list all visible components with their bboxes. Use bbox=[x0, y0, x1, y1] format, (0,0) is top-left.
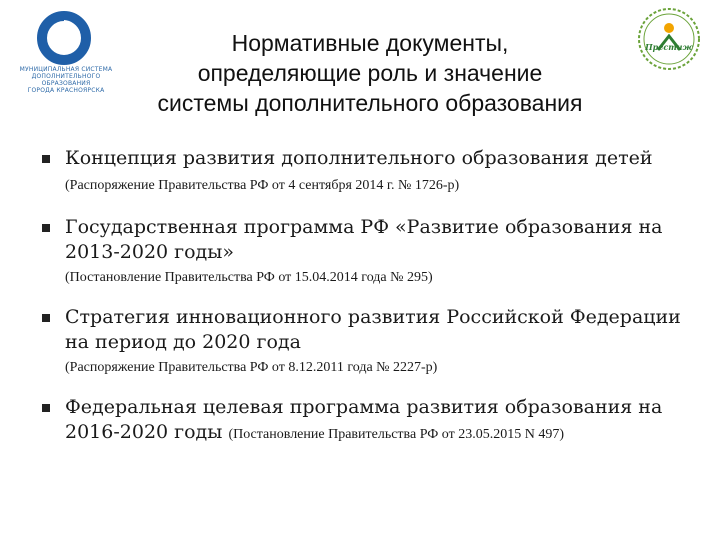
item-sub-note: (Распоряжение Правительства РФ от 8.12.2011 года № 2227-р) bbox=[65, 360, 438, 375]
bullet-icon bbox=[42, 155, 50, 163]
list-item bbox=[40, 215, 700, 288]
bullet-icon bbox=[42, 314, 50, 322]
bullet-icon bbox=[42, 224, 50, 232]
logo-caption-line: ДОПОЛНИТЕЛЬНОГО ОБРАЗОВАНИЯ bbox=[31, 73, 101, 87]
title-line: определяющие роль и значение bbox=[197, 60, 543, 86]
logo-caption-line: ГОРОДА КРАСНОЯРСКА bbox=[27, 87, 105, 94]
list-item bbox=[40, 305, 700, 378]
item-title: Государственная программа РФ «Развитие образования на 2013-2020 годы» bbox=[65, 216, 663, 263]
logo-caption-line: МУНИЦИПАЛЬНАЯ СИСТЕМА bbox=[19, 66, 113, 73]
item-note: (Постановление Правительства РФ от 23.05.2015 N 497) bbox=[228, 427, 565, 442]
prestige-logo-word: Престиж bbox=[645, 42, 693, 52]
item-text bbox=[65, 395, 700, 447]
item-title: Концепция развития дополнительного образования детей bbox=[65, 147, 653, 169]
item-sub-note: (Постановление Правительства РФ от 15.04.2014 года № 295) bbox=[65, 270, 433, 285]
item-text bbox=[65, 146, 700, 198]
title-line: Нормативные документы, bbox=[231, 30, 509, 56]
list-item bbox=[40, 395, 700, 447]
document-list bbox=[40, 146, 700, 464]
item-title: Стратегия инновационного развития Российской Федерации на период до 2020 года bbox=[65, 306, 681, 353]
title-line: системы дополнительного образования bbox=[157, 90, 583, 116]
ring-logo-icon bbox=[36, 10, 92, 66]
list-item bbox=[40, 146, 700, 198]
item-note: (Распоряжение Правительства РФ от 4 сентября 2014 г. № 1726-р) bbox=[65, 178, 460, 193]
page-title bbox=[90, 28, 650, 118]
item-title: Федеральная целевая программа развития образования на 2016-2020 годы bbox=[65, 396, 663, 443]
bullet-icon bbox=[42, 404, 50, 412]
